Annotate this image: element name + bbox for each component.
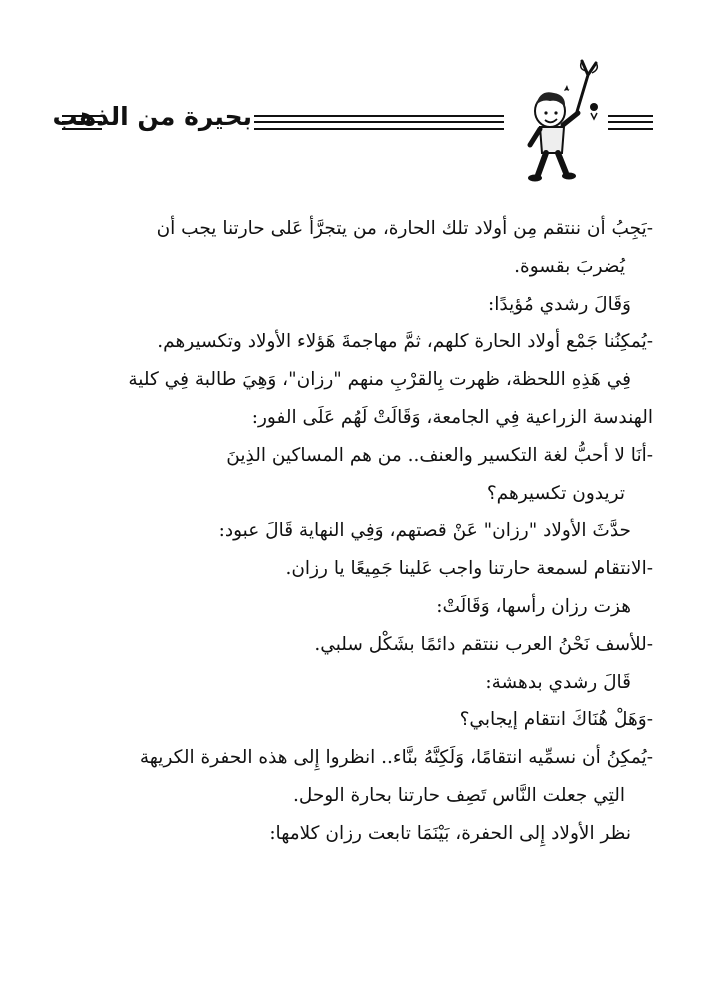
- text-line: هزت رزان رأسها، وَقَالَتْ:: [436, 595, 631, 617]
- text-line: -يَجِبُ أن ننتقم مِن أولاد تلك الحارة، من يتجرَّأ عَلى حارتنا يجب أن: [156, 218, 653, 239]
- text-line: وَقَالَ رشدي مُؤيدًا:: [488, 293, 631, 315]
- text-line: -الانتقام لسمعة حارتنا واجب عَلينا جَمِيعًا يا رزان.: [285, 558, 653, 580]
- text-line: تريدون تكسيرهم؟: [486, 482, 625, 504]
- text-line: فِي هَذِهِ اللحظة، ظهرت بِالقرْبِ منهم "رزان"، وَهِيَ طالبة فِي كلية: [128, 369, 631, 391]
- text-line: -يُمكِنُنا جَمْع أولاد الحارة كلهم، ثمَّ مهاجمةَ هَؤلاء الأولاد وتكسيرهم.: [157, 331, 653, 353]
- story-text: [55, 210, 653, 853]
- text-line: نظر الأولاد إِلى الحفرة، بَيْنَمَا تابعت رزان كلامها:: [269, 822, 631, 844]
- header-rule-middle: [254, 115, 504, 130]
- text-line: حدَّثَ الأولاد "رزان" عَنْ قصتهم، وَفِي النهاية قَالَ عبود:: [218, 520, 631, 542]
- text-line: يُضربَ بقسوة.: [514, 255, 625, 277]
- text-line: -وَهَلْ هُنَاكَ انتقام إيجابي؟: [459, 709, 653, 731]
- chapter-title: بحيرة من الذهب: [52, 102, 252, 131]
- boy-with-slingshot-illustration: [508, 55, 608, 185]
- text-line: الهندسة الزراعية فِي الجامعة، وَقَالَتْ لَهُم عَلَى الفور:: [251, 406, 653, 428]
- page-header: [0, 55, 720, 185]
- text-line: التِي جعلت النَّاس تَصِف حارتنا بحارة الوحل.: [292, 784, 625, 806]
- text-line: -للأسف نَحْنُ العرب ننتقم دائمًا بشَكْل سلبي.: [314, 633, 653, 655]
- header-rule-right: [608, 115, 653, 130]
- text-line: -أنَا لا أحبُّ لغة التكسير والعنف.. من هم المساكين الذِينَ: [226, 444, 653, 466]
- text-line: قَالَ رشدي بدهشة:: [485, 671, 631, 693]
- text-line: -يُمكِنُ أن نسمِّيه انتقامًا، وَلَكِنَّهُ بنَّاء.. انظروا إِلى هذه الحفرة الكريهة: [139, 747, 653, 769]
